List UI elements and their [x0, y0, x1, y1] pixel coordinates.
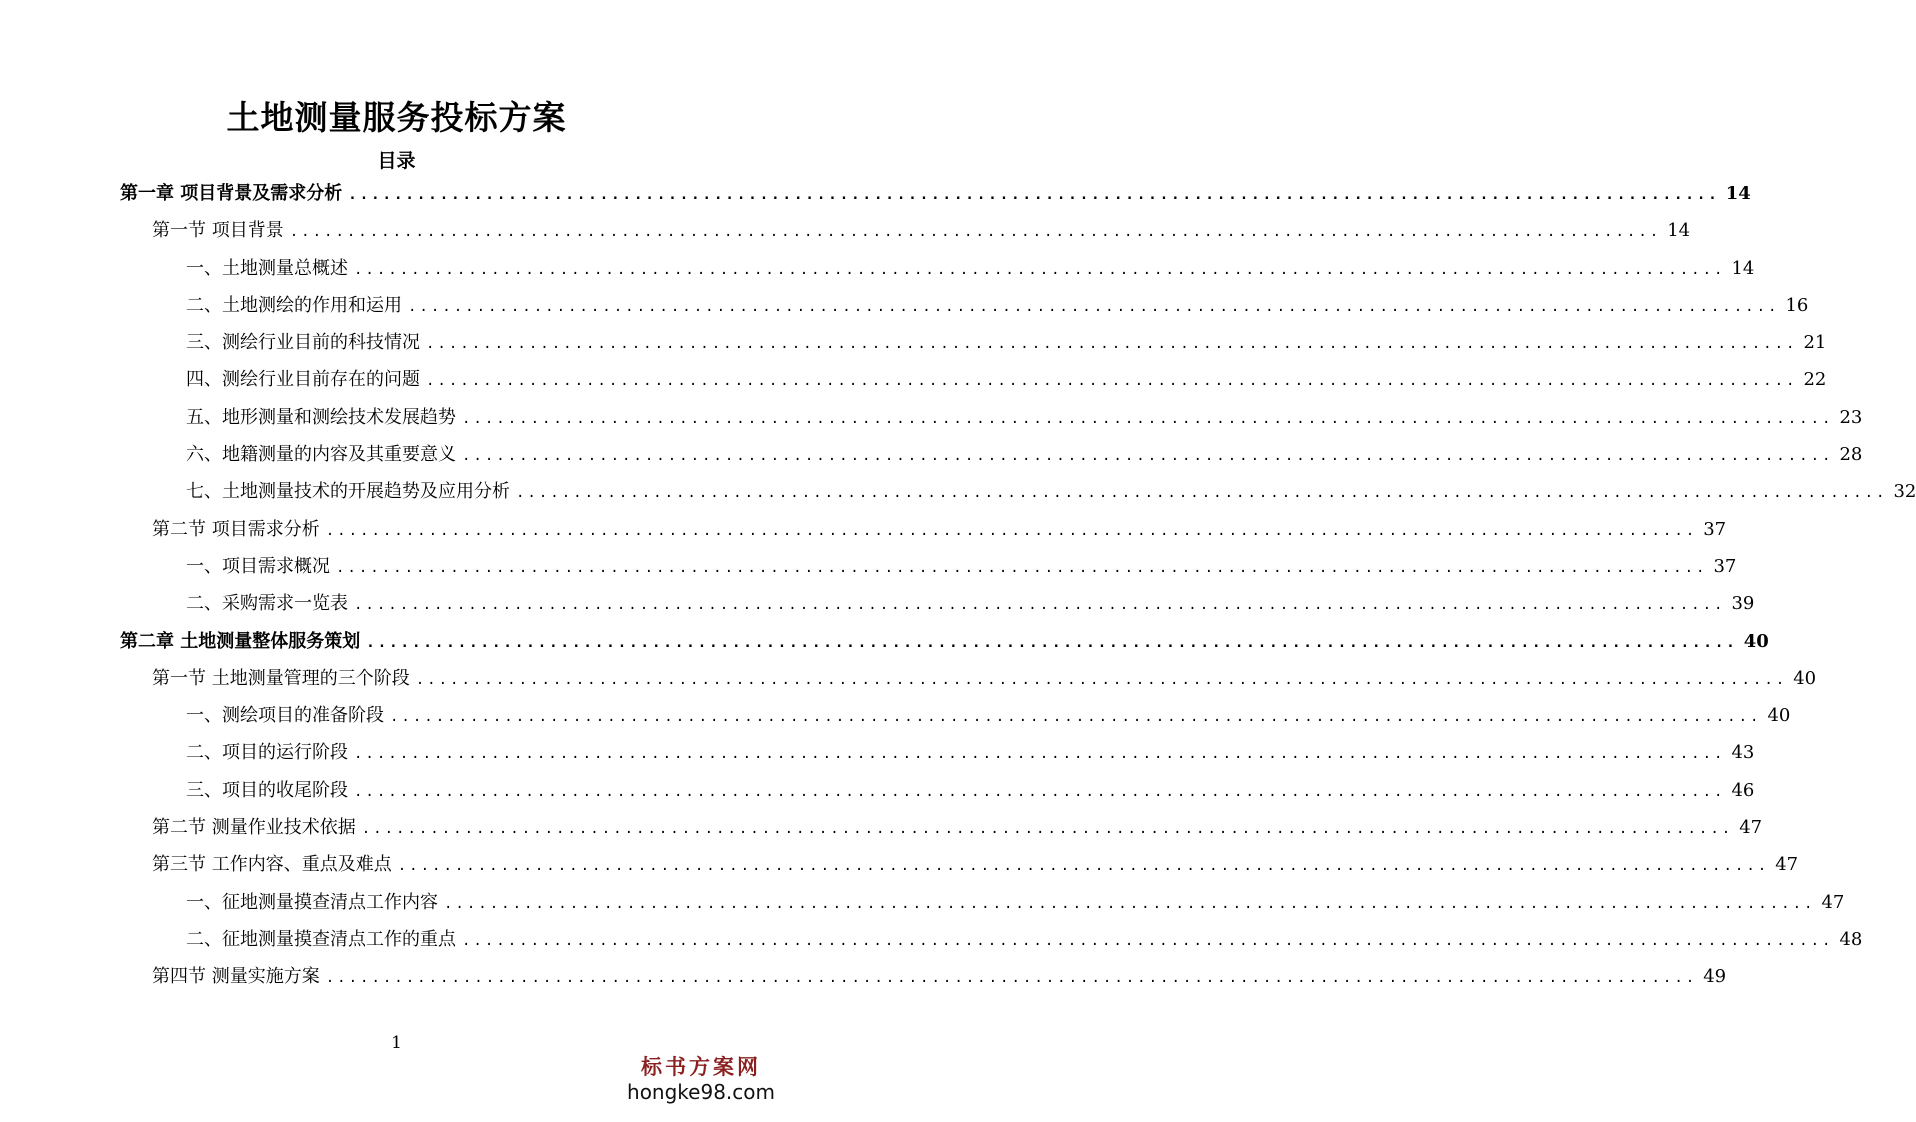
toc-chapter-row[interactable]: [120, 623, 1769, 660]
toc-leader-dots: ........................................................................................................................: [354, 746, 1726, 763]
document-title: 土地测量服务投标方案: [226, 98, 567, 137]
toc-entry-page: 49: [1703, 966, 1727, 988]
toc-item-row[interactable]: [120, 548, 1737, 585]
toc-entry-label: 二、采购需求一览表: [186, 593, 348, 615]
toc-entry-page: 37: [1713, 555, 1737, 577]
toc-entry-page: 22: [1803, 369, 1827, 391]
toc-entry-label: 一、测绘项目的准备阶段: [186, 705, 384, 727]
toc-entry-label: 六、地籍测量的内容及其重要意义: [186, 444, 456, 466]
toc-entry-label: 五、地形测量和测绘技术发展趋势: [186, 406, 456, 428]
toc-entry-label: 第二节 测量作业技术依据: [152, 817, 356, 839]
toc-entry-label: 第三节 工作内容、重点及难点: [152, 854, 392, 876]
toc-leader-dots: ........................................................................................................................: [516, 485, 1888, 502]
toc-entry-page: 43: [1731, 742, 1755, 764]
toc-entry-label: 四、测绘行业目前存在的问题: [186, 369, 420, 391]
toc-item-row[interactable]: [120, 361, 1827, 398]
toc-entry-page: 47: [1775, 854, 1799, 876]
toc-entry-page: 16: [1785, 294, 1809, 316]
toc-chapter-row[interactable]: [120, 175, 1751, 212]
toc-entry-label: 三、测绘行业目前的科技情况: [186, 332, 420, 354]
toc-entry-page: 46: [1731, 779, 1755, 801]
toc-leader-dots: ........................................................................................................................: [408, 298, 1780, 315]
toc-entry-label: 七、土地测量技术的开展趋势及应用分析: [186, 481, 510, 503]
toc-entry-label: 二、项目的运行阶段: [186, 742, 348, 764]
toc-entry-label: 二、土地测绘的作用和运用: [186, 294, 402, 316]
toc-item-row[interactable]: [120, 399, 1863, 436]
toc-leader-dots: ........................................................................................................................: [462, 410, 1834, 427]
table-of-contents: [120, 175, 1916, 996]
toc-entry-page: 23: [1839, 406, 1863, 428]
toc-leader-dots: ........................................................................................................................: [354, 783, 1726, 800]
toc-item-row[interactable]: [120, 921, 1863, 958]
toc-entry-label: 第一章 项目背景及需求分析: [120, 183, 343, 204]
toc-section-row[interactable]: [120, 660, 1817, 697]
toc-entry-page: 47: [1739, 817, 1763, 839]
toc-item-row[interactable]: [120, 473, 1916, 510]
toc-item-row[interactable]: [120, 585, 1755, 622]
toc-leader-dots: ........................................................................................................................: [336, 559, 1708, 576]
toc-leader-dots: ........................................................................................................................: [354, 597, 1726, 614]
toc-entry-page: 48: [1839, 928, 1863, 950]
toc-leader-dots: ........................................................................................................................: [444, 895, 1816, 912]
toc-entry-page: 39: [1731, 593, 1755, 615]
toc-leader-dots: ........................................................................................................................: [462, 932, 1834, 949]
watermark-url: hongke98.com: [627, 1080, 775, 1104]
watermark-title: 标书方案网: [641, 1054, 761, 1079]
toc-leader-dots: ........................................................................................................................: [426, 336, 1798, 353]
toc-entry-label: 一、土地测量总概述: [186, 257, 348, 279]
toc-section-row[interactable]: [120, 809, 1763, 846]
toc-entry-label: 一、项目需求概况: [186, 555, 330, 577]
toc-entry-page: 40: [1767, 705, 1791, 727]
toc-entry-label: 第二章 土地测量整体服务策划: [120, 630, 361, 652]
toc-entry-page: 37: [1703, 518, 1727, 540]
toc-entry-label: 三、项目的收尾阶段: [186, 779, 348, 801]
page-number: 1: [391, 1033, 402, 1053]
toc-heading: 目录: [377, 150, 416, 172]
toc-section-row[interactable]: [120, 958, 1727, 995]
toc-leader-dots: ........................................................................................................................: [325, 970, 1698, 987]
toc-entry-label: 一、征地测量摸查清点工作内容: [186, 891, 438, 913]
toc-item-row[interactable]: [120, 734, 1755, 771]
toc-leader-dots: ........................................................................................................................: [397, 858, 1770, 875]
toc-leader-dots: ........................................................................................................................: [354, 261, 1726, 278]
toc-entry-page: 40: [1743, 630, 1769, 652]
toc-section-row[interactable]: [120, 511, 1727, 548]
toc-entry-label: 第二节 项目需求分析: [152, 518, 320, 540]
toc-entry-page: 14: [1731, 257, 1755, 279]
toc-entry-label: 第四节 测量实施方案: [152, 966, 320, 988]
toc-item-row[interactable]: [120, 250, 1755, 287]
toc-entry-page: 21: [1803, 332, 1827, 354]
toc-entry-label: 第一节 项目背景: [152, 220, 284, 242]
toc-item-row[interactable]: [120, 287, 1809, 324]
toc-leader-dots: ........................................................................................................................: [361, 821, 1734, 838]
toc-entry-page: 32: [1893, 481, 1916, 503]
toc-entry-page: 47: [1821, 891, 1845, 913]
toc-entry-page: 14: [1725, 183, 1751, 204]
toc-section-row[interactable]: [120, 212, 1691, 249]
toc-item-row[interactable]: [120, 697, 1791, 734]
toc-leader-dots: ........................................................................................................................: [415, 671, 1788, 688]
toc-entry-page: 28: [1839, 444, 1863, 466]
toc-item-row[interactable]: [120, 772, 1755, 809]
toc-item-row[interactable]: [120, 324, 1827, 361]
toc-entry-label: 第一节 土地测量管理的三个阶段: [152, 667, 410, 689]
toc-entry-page: 14: [1667, 220, 1691, 242]
toc-leader-dots: ........................................................................................................................: [390, 709, 1762, 726]
toc-entry-page: 40: [1793, 667, 1817, 689]
toc-leader-dots: ........................................................................................................................: [366, 634, 1738, 651]
toc-item-row[interactable]: [120, 436, 1863, 473]
toc-section-row[interactable]: [120, 846, 1799, 883]
toc-leader-dots: ........................................................................................................................: [462, 448, 1834, 465]
toc-leader-dots: ........................................................................................................................: [289, 224, 1662, 241]
toc-leader-dots: ........................................................................................................................: [348, 187, 1720, 203]
toc-leader-dots: ........................................................................................................................: [426, 373, 1798, 390]
toc-leader-dots: ........................................................................................................................: [325, 522, 1698, 539]
toc-entry-label: 二、征地测量摸查清点工作的重点: [186, 928, 456, 950]
toc-item-row[interactable]: [120, 884, 1845, 921]
watermark-logo: [627, 1054, 775, 1104]
